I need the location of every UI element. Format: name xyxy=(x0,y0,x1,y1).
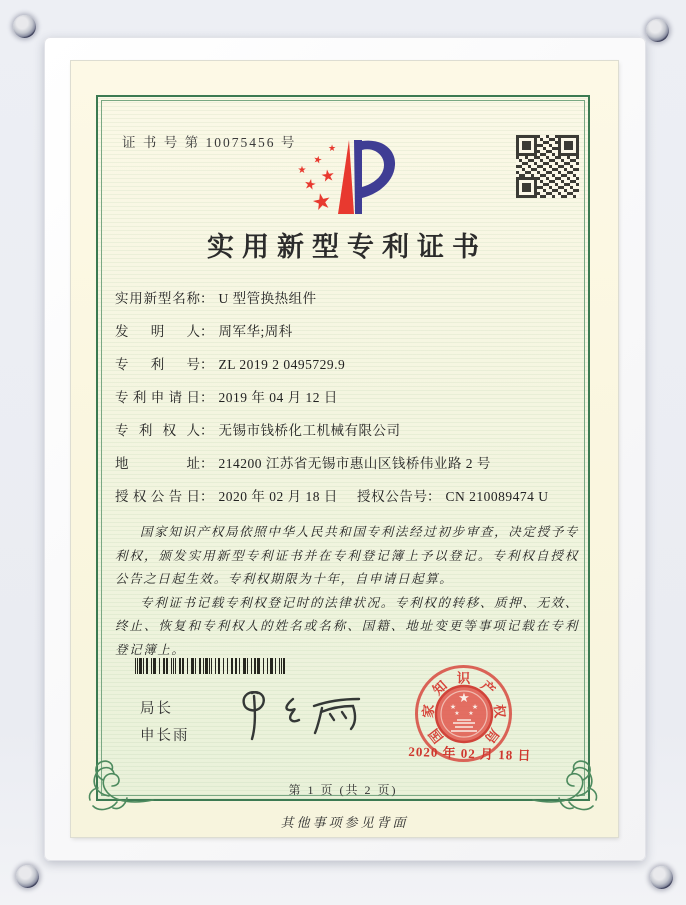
field-label: 专利权人 xyxy=(115,423,200,438)
field-row-filing-date xyxy=(115,389,581,422)
field-colon: ： xyxy=(427,489,441,504)
svg-text:★: ★ xyxy=(302,177,318,194)
footer-note: 其他事项参见背面 xyxy=(280,815,409,830)
certificate-number: 证 书 号 第 10075456 号 xyxy=(122,135,297,150)
field-value: 214200 江苏省无锡市惠山区钱桥伟业路 2 号 xyxy=(218,456,491,471)
certificate-title: 实用新型专利证书 xyxy=(207,232,487,262)
field-label: 授权公告号 xyxy=(357,489,427,504)
svg-text:★: ★ xyxy=(319,167,337,186)
barcode xyxy=(135,658,287,674)
svg-text:★: ★ xyxy=(309,187,334,216)
field-label: 专利号 xyxy=(115,357,200,372)
field-colon: ： xyxy=(200,291,214,306)
field-label: 专利申请日 xyxy=(115,390,200,405)
field-row-grant-no xyxy=(357,488,549,506)
seal-date: 2020 年 02 月 18 日 xyxy=(408,743,532,764)
field-colon: ： xyxy=(200,489,214,504)
svg-text:★: ★ xyxy=(457,689,470,705)
svg-text:★: ★ xyxy=(467,710,474,717)
signature-icon xyxy=(216,683,376,747)
svg-text:★: ★ xyxy=(311,154,324,167)
field-list xyxy=(115,290,581,521)
field-row-inventor xyxy=(115,323,581,356)
field-colon: ： xyxy=(200,390,214,405)
field-colon: ： xyxy=(200,357,214,372)
svg-text:★: ★ xyxy=(453,710,460,717)
screw-icon xyxy=(16,865,39,888)
svg-text:★: ★ xyxy=(327,143,337,153)
field-row-patentee xyxy=(115,422,581,455)
field-row-grant-date xyxy=(115,488,581,521)
field-value: U 型管换热组件 xyxy=(218,291,317,306)
field-value: 2019 年 04 月 12 日 xyxy=(218,390,338,405)
svg-text:★: ★ xyxy=(449,702,456,711)
page-number: 第 1 页 (共 2 页) xyxy=(288,783,398,797)
svg-text:★: ★ xyxy=(297,165,307,176)
official-seal: ★ ★ ★ ★ ★ 国 家 知 识 产 权 局 xyxy=(415,665,512,762)
certificate-holder xyxy=(44,37,646,861)
field-label: 发明人 xyxy=(115,324,200,339)
cnipa-logo-icon xyxy=(292,137,402,217)
field-label: 授权公告日 xyxy=(115,489,200,504)
field-label: 实用新型名称 xyxy=(115,291,200,306)
field-colon: ： xyxy=(200,324,214,339)
screw-icon xyxy=(13,15,36,38)
field-value: ZL 2019 2 0495729.9 xyxy=(218,357,346,372)
legal-paragraph: 专利证书记载专利权登记时的法律状况。专利权的转移、质押、无效、终止、恢复和专利权人的姓名或名称、国籍、地址变更等事项记载在专利登记簿上。 xyxy=(115,595,579,657)
signer-name: 申长雨 xyxy=(140,728,190,744)
qr-code xyxy=(516,135,579,198)
field-value: 周军华;周科 xyxy=(218,324,293,339)
field-value: CN 210089474 U xyxy=(445,489,549,504)
signer-title: 局长 xyxy=(140,701,173,717)
field-label: 地址 xyxy=(115,456,200,471)
screw-icon xyxy=(646,19,669,42)
certificate-paper xyxy=(71,61,618,837)
certificate-border xyxy=(96,95,590,801)
svg-text:★: ★ xyxy=(471,702,478,711)
legal-paragraph: 国家知识产权局依照中华人民共和国专利法经过初步审查，决定授予专利权，颁发实用新型专利证书并在专利登记簿上予以登记。专利权自授权公告之日起生效。专利权期限为十年，自申请日起算。 xyxy=(115,525,579,586)
legal-text xyxy=(115,521,579,662)
field-row-name xyxy=(115,290,581,323)
field-row-address xyxy=(115,455,581,488)
field-row-patent-no xyxy=(115,356,581,389)
screw-icon xyxy=(650,866,673,889)
field-colon: ： xyxy=(200,423,214,438)
signer-block xyxy=(140,697,190,751)
field-colon: ： xyxy=(200,456,214,471)
field-value: 无锡市钱桥化工机械有限公司 xyxy=(218,423,401,438)
field-value: 2020 年 02 月 18 日 xyxy=(218,489,338,504)
